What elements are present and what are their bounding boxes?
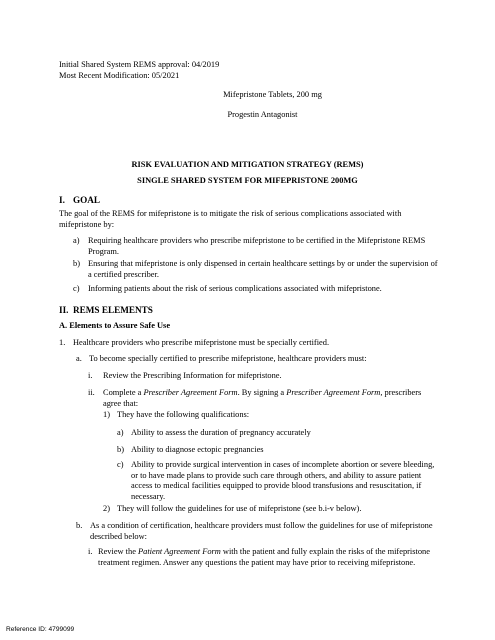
list-text: Requiring healthcare providers who prescribe mifepristone to be certified in the Mifepristone REMS Program. xyxy=(88,236,426,256)
list-item xyxy=(103,410,438,421)
list-label: a. xyxy=(76,354,82,363)
list-label: i. xyxy=(88,547,93,556)
document-subtitle: SINGLE SHARED SYSTEM FOR MIFEPRISTONE 200MG xyxy=(137,176,358,185)
list-label: b) xyxy=(73,259,80,268)
section-goal-heading xyxy=(59,195,100,206)
form-name: Patient Agreement Form xyxy=(138,547,221,556)
list-item xyxy=(88,371,438,382)
product-name: Mifepristone Tablets, 200 mg xyxy=(223,89,322,99)
list-label: ii. xyxy=(88,388,95,397)
list-item xyxy=(117,460,437,502)
modification-date: Most Recent Modification: 05/2021 xyxy=(59,70,180,80)
list-item xyxy=(88,547,438,568)
list-label: c) xyxy=(117,460,124,469)
list-text: Ensuring that mifepristone is only dispensed in certain healthcare settings by or under the supervision of a certified prescriber. xyxy=(88,259,438,279)
section-number: II. xyxy=(59,305,69,315)
goal-intro: The goal of the REMS for mifepristone is to mitigate the risk of serious complications associated with mifepristone by: xyxy=(59,209,402,229)
list-text: Informing patients about the risk of serious complications associated with mifepristone. xyxy=(88,284,382,293)
document-title: RISK EVALUATION AND MITIGATION STRATEGY (REMS) xyxy=(131,160,364,169)
list-item xyxy=(73,236,441,257)
list-label: i. xyxy=(88,371,93,380)
list-text xyxy=(103,388,438,409)
list-text: They will follow the guidelines for use of mifepristone (see b.i-v below). xyxy=(117,504,362,513)
list-label: a) xyxy=(73,236,80,245)
list-text: Healthcare providers who prescribe mifepristone must be specially certified. xyxy=(73,338,330,347)
approval-date: Initial Shared System REMS approval: 04/2019 xyxy=(59,60,220,69)
list-text: Ability to diagnose ectopic pregnancies xyxy=(131,445,264,454)
form-name: Prescriber Agreement Form xyxy=(286,388,381,397)
section-elements-heading xyxy=(59,305,153,316)
list-item xyxy=(76,354,441,365)
list-label: 1) xyxy=(103,410,110,419)
list-label: b. xyxy=(76,521,83,530)
section-title: GOAL xyxy=(73,195,101,205)
section-title: REMS ELEMENTS xyxy=(73,305,153,315)
list-label: 2) xyxy=(103,504,110,513)
product-class: Progestin Antagonist xyxy=(227,110,298,119)
list-label: a) xyxy=(117,428,124,437)
list-text: Review the Prescribing Information for mifepristone. xyxy=(103,371,282,380)
section-number: I. xyxy=(59,195,65,205)
list-item xyxy=(117,428,437,439)
list-label: c) xyxy=(73,284,80,293)
list-text: As a condition of certification, healthcare providers must follow the guidelines for use of mifepristone described below: xyxy=(90,521,433,541)
list-item xyxy=(103,504,438,515)
list-item xyxy=(76,521,441,542)
text-run: , prescribers agree that: xyxy=(103,388,422,408)
form-name: Prescriber Agreement Form xyxy=(143,388,238,397)
list-text xyxy=(98,547,438,568)
text-run: . By signing a xyxy=(237,388,287,397)
list-text: Ability to assess the duration of pregnancy accurately xyxy=(131,428,311,437)
list-text: They have the following qualifications: xyxy=(117,410,250,419)
list-text: Ability to provide surgical intervention in cases of incomplete abortion or severe bleeding, or to have made plans to provide such care through others, and ability to assure patient access to medical facilities equipped to provide blood transfusions and resuscitation, if necessary. xyxy=(131,460,435,501)
list-item xyxy=(73,284,441,295)
text-run: Complete a xyxy=(103,388,144,397)
list-item xyxy=(88,388,438,409)
text-run: Review the xyxy=(98,547,139,556)
list-label: 1. xyxy=(59,338,66,347)
list-label: b) xyxy=(117,445,124,454)
text-run: with the patient and fully explain the risks of the mifepristone treatment regimen. Answer any questions the patient may have prior to receiving mifepristone. xyxy=(98,547,430,567)
list-item xyxy=(73,259,441,280)
list-item xyxy=(117,445,437,456)
list-item xyxy=(59,338,439,349)
subsection-heading: A. Elements to Assure Safe Use xyxy=(59,321,171,330)
reference-id: Reference ID: 4799099 xyxy=(6,626,75,633)
list-text: To become specially certified to prescribe mifepristone, healthcare providers must: xyxy=(89,354,367,363)
